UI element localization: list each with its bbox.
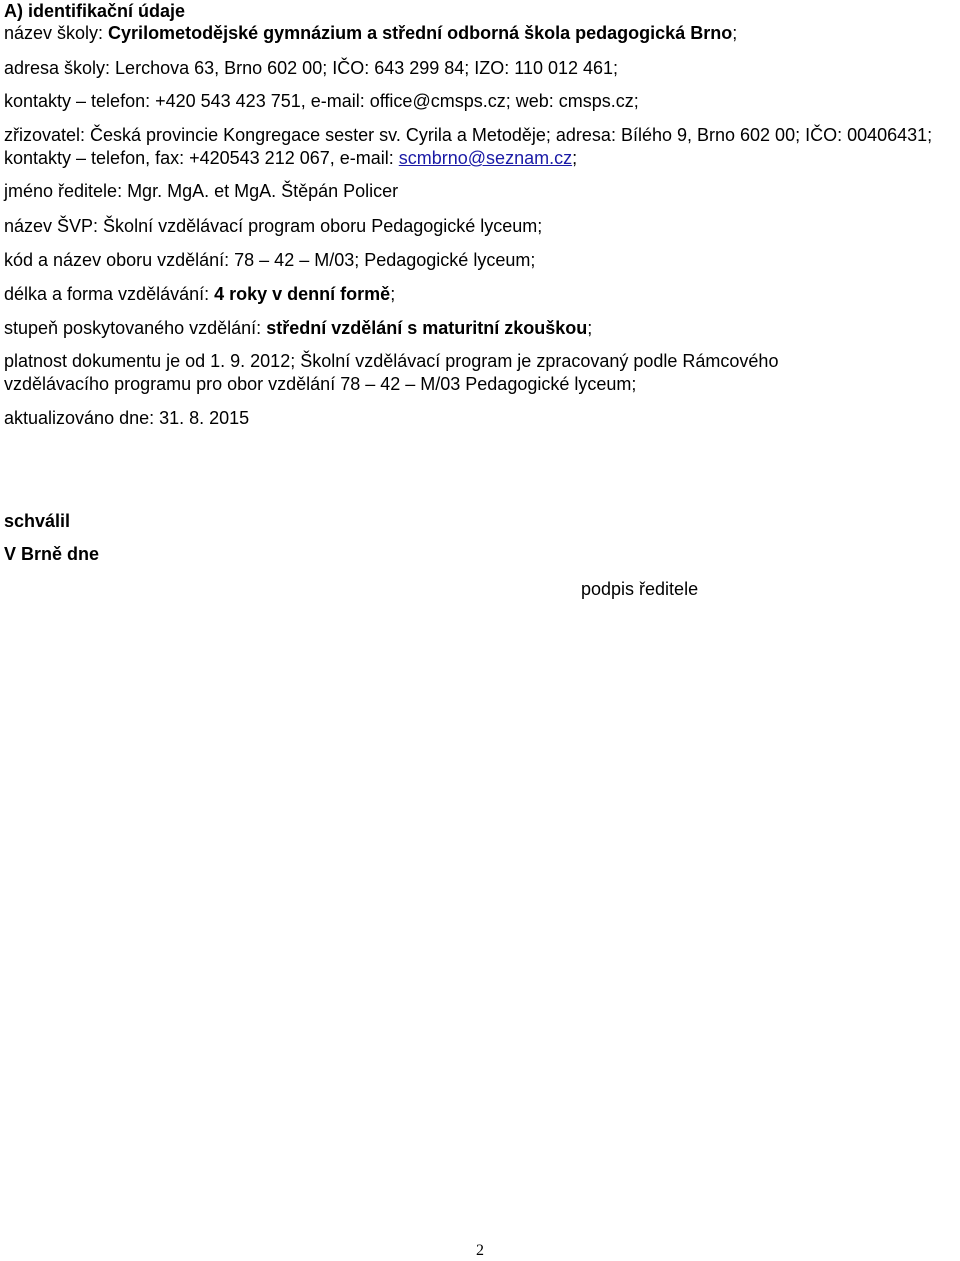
signature-label: podpis ředitele	[581, 579, 699, 599]
duration-label: délka a forma vzdělávání:	[4, 284, 215, 304]
approved-label: schválil	[4, 511, 71, 531]
founder-email-link[interactable]: scmbrno@seznam.cz	[398, 148, 573, 168]
field-code: kód a název oboru vzdělání: 78 – 42 – M/03; Pedagogické lyceum;	[4, 250, 536, 270]
svp-name: název ŠVP: Školní vzdělávací program oboru Pedagogické lyceum;	[4, 216, 543, 236]
school-address: adresa školy: Lerchova 63, Brno 602 00; IČO: 643 299 84; IZO: 110 012 461;	[4, 58, 619, 78]
duration-line	[4, 283, 954, 306]
founder-end: ;	[572, 148, 578, 168]
duration-value: 4 roky v denní formě	[214, 284, 391, 304]
updated-date: aktualizováno dne: 31. 8. 2015	[4, 408, 250, 428]
school-name-label: název školy:	[4, 23, 109, 43]
level-end: ;	[587, 318, 593, 338]
place-date-label: V Brně dne	[4, 544, 100, 564]
founder-text: zřizovatel: Česká provincie Kongregace sester sv. Cyrila a Metoděje; adresa: Bílého 9, Brno 602 00; IČO: 00406431; kontakty – telefon, fax: +420543 212 067, e-mail:	[4, 125, 933, 168]
school-name-end: ;	[732, 23, 738, 43]
founder-info	[4, 124, 954, 170]
section-heading: A) identifikační údaje	[4, 1, 186, 21]
school-contacts: kontakty – telefon: +420 543 423 751, e-mail: office@cmsps.cz; web: cmsps.cz;	[4, 91, 639, 111]
duration-end: ;	[390, 284, 396, 304]
level-line	[4, 317, 954, 340]
school-name-line	[4, 22, 954, 45]
director-name: jméno ředitele: Mgr. MgA. et MgA. Štěpán Policer	[4, 181, 399, 201]
page-number: 2	[476, 1242, 484, 1259]
level-value: střední vzdělání s maturitní zkouškou	[266, 318, 588, 338]
validity-text: platnost dokumentu je od 1. 9. 2012; Školní vzdělávací program je zpracovaný podle Rámcového vzdělávacího programu pro obor vzdělání 78 – 42 – M/03 Pedagogické lyceum;	[4, 351, 779, 394]
school-name: Cyrilometodějské gymnázium a střední odborná škola pedagogická Brno	[108, 23, 733, 43]
level-label: stupeň poskytovaného vzdělání:	[4, 318, 267, 338]
